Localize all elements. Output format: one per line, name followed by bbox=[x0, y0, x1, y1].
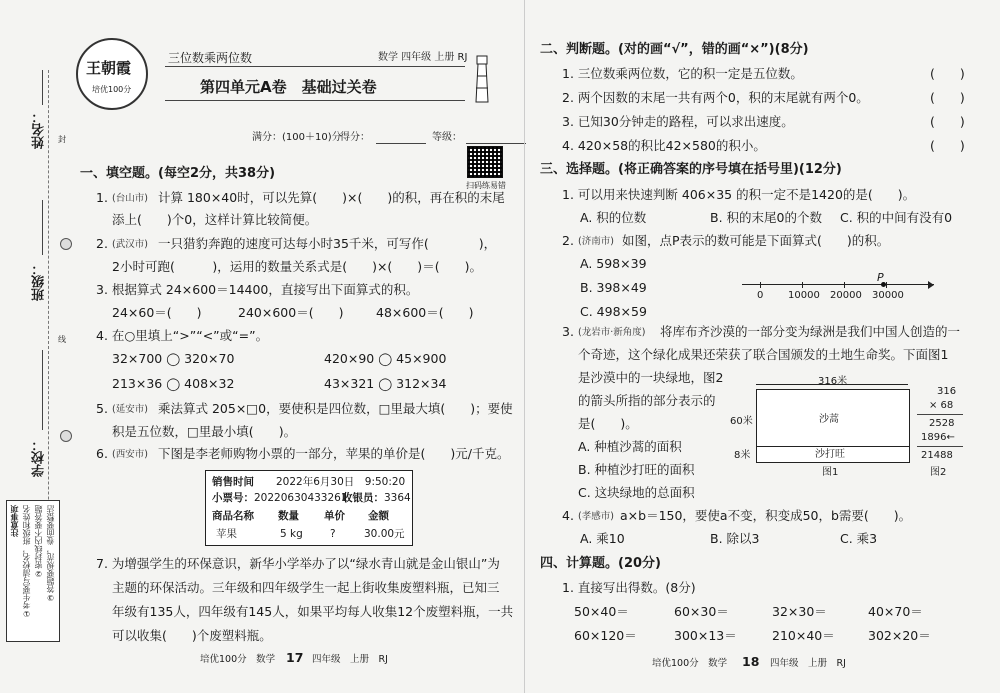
fig1-width-label: 316米 bbox=[818, 376, 848, 387]
school-blank bbox=[42, 350, 55, 430]
choice-option: A. 积的位数 bbox=[580, 210, 647, 225]
q3-item: 48×600＝( ) bbox=[376, 305, 474, 320]
q3-item: 240×600＝( ) bbox=[238, 305, 344, 320]
q6-source: (西安市) bbox=[112, 449, 148, 460]
fig2-line: 316 bbox=[937, 386, 957, 397]
judge-item: 3. 已知30分钟走的路程，可以求出速度。 bbox=[562, 114, 794, 129]
notes-box bbox=[6, 500, 60, 642]
q6-text: 下图是李老师购物小票的一部分，苹果的单价是( )元/千克。 bbox=[158, 446, 510, 461]
brand-logo bbox=[76, 38, 148, 110]
q4-item: 32×700 ◯ 320×70 bbox=[112, 351, 235, 366]
choice-option: C. 498×59 bbox=[580, 304, 647, 319]
q1-source: (台山市) bbox=[112, 193, 148, 204]
footer-right: 培优100分 数学 bbox=[652, 658, 728, 669]
unit-subtitle: 三位数乘两位数 bbox=[168, 51, 253, 65]
receipt-cell: 苹果 bbox=[216, 528, 237, 540]
choice-option: A. 乘10 bbox=[580, 531, 625, 546]
calc-item: 302×20＝ bbox=[868, 628, 931, 643]
judge-item: 1. 三位数乘两位数，它的积一定是五位数。 bbox=[562, 66, 803, 81]
fig2-multiplication bbox=[917, 384, 965, 466]
q4-source: (孝感市) bbox=[578, 511, 614, 522]
line-mark: 线 bbox=[58, 335, 66, 344]
receipt-ticket-label: 小票号： bbox=[212, 492, 254, 504]
q4-item: 43×321 ◯ 312×34 bbox=[324, 376, 447, 391]
receipt-time: 2022年6月30日 9:50:20 bbox=[276, 476, 406, 488]
name-blank bbox=[42, 70, 55, 105]
binding-hole bbox=[60, 430, 72, 442]
receipt-cashier: 3364 bbox=[384, 492, 411, 504]
section-3-heading: 三、选择题。(将正确答案的序号填在括号里)(12分) bbox=[540, 162, 842, 177]
q5-text: 乘法算式 205×□0，要使积是四位数，□里最大填( )；要使 bbox=[158, 401, 513, 416]
choice-option: B. 除以3 bbox=[710, 531, 760, 546]
q3-item: 24×60＝( ) bbox=[112, 305, 202, 320]
page-title: 第四单元A卷 基础过关卷 bbox=[200, 78, 377, 96]
q4-text: 4. 在○里填上“>”“<”或“=”。 bbox=[96, 328, 269, 343]
fig1-upper-label: 沙蒿 bbox=[819, 414, 839, 425]
q4-number: 4. bbox=[562, 508, 574, 523]
q2-source: (武汉市) bbox=[112, 239, 148, 250]
note-item: ①考生要写清校名，班级和姓名 bbox=[22, 505, 31, 618]
binding-hole bbox=[60, 238, 72, 250]
logo-text: 王朝霞 bbox=[86, 59, 132, 77]
choice-q3: 将库布齐沙漠的一部分变为绿洲是我们中国人创造的一 bbox=[660, 324, 961, 339]
receipt-header: 单价 bbox=[324, 510, 345, 522]
choice-q3: 是沙漠中的一块绿地，图2 bbox=[578, 370, 724, 385]
q7-text: 7. 为增强学生的环保意识，新华小学举办了以“绿水青山就是金山银山”为 bbox=[96, 556, 500, 571]
q6-number: 6. bbox=[96, 446, 108, 461]
calc-subheading: 1. 直接写出得数。(8分) bbox=[562, 580, 696, 595]
fig1-caption: 图1 bbox=[822, 467, 839, 478]
footer-left-tail: 四年级 上册 RJ bbox=[312, 654, 388, 665]
choice-q2: 如图，点P表示的数可能是下面算式( )的积。 bbox=[622, 233, 890, 248]
fig2-rule bbox=[917, 414, 963, 415]
q2-text: 一只猎豹奔跑的速度可达每小时35千米，可写作( )， bbox=[158, 236, 497, 251]
choice-q3: 的箭头所指的部分表示的 bbox=[578, 393, 716, 408]
section-4-heading: 四、计算题。(20分) bbox=[540, 556, 661, 571]
answer-bracket[interactable]: ( ) bbox=[930, 90, 965, 105]
number-line-label: 30000 bbox=[872, 290, 904, 301]
fig2-line: × 68 bbox=[929, 400, 954, 411]
number-line-label: 0 bbox=[757, 290, 764, 301]
q1-text: 计算 180×40时，可以先算( )×( )的积，再在积的末尾 bbox=[158, 190, 505, 205]
seal-mark: 封 bbox=[58, 135, 66, 144]
receipt-ticket: 20220630433261 bbox=[254, 492, 348, 504]
footer-right-tail: 四年级 上册 RJ bbox=[770, 658, 846, 669]
number-line bbox=[742, 284, 934, 285]
q2-number: 2. bbox=[96, 236, 108, 251]
score-blank bbox=[376, 143, 426, 144]
fig2-rule bbox=[917, 446, 963, 447]
score-label: 得分： bbox=[340, 132, 370, 143]
choice-option: A. 598×39 bbox=[580, 256, 647, 271]
calc-item: 40×70＝ bbox=[868, 604, 923, 619]
calc-item: 60×30＝ bbox=[674, 604, 729, 619]
receipt-cell: 5 kg bbox=[280, 528, 303, 540]
q5-number: 5. bbox=[96, 401, 108, 416]
arrow-right-icon bbox=[928, 281, 934, 289]
school-label: 学校： bbox=[32, 438, 47, 477]
choice-q1: 1. 可以用来快速判断 406×35 的积一定不是1420的是( )。 bbox=[562, 187, 916, 202]
answer-bracket[interactable]: ( ) bbox=[930, 66, 965, 81]
receipt-header: 商品名称 bbox=[212, 510, 254, 522]
footer-left: 培优100分 数学 bbox=[200, 654, 276, 665]
fig1-lower-label: 沙打旺 bbox=[815, 449, 845, 460]
choice-option: B. 398×49 bbox=[580, 280, 647, 295]
answer-bracket[interactable]: ( ) bbox=[930, 138, 965, 153]
fig2-line: 1896← bbox=[921, 432, 955, 443]
calc-item: 50×40＝ bbox=[574, 604, 629, 619]
logo-subtext: 培优100分 bbox=[92, 85, 132, 94]
receipt-cell: 30.00元 bbox=[364, 528, 405, 540]
book-meta: 数学 四年级 上册 RJ bbox=[378, 52, 468, 63]
choice-q4: a×b＝150，要使a不变，积变成50，b需要( )。 bbox=[620, 508, 912, 523]
q3-source: (龙岩市·新角度) bbox=[578, 327, 646, 338]
notes-title: 注意事项 bbox=[10, 505, 19, 537]
choice-q3: 是( )。 bbox=[578, 416, 638, 431]
receipt-header: 金额 bbox=[368, 510, 389, 522]
receipt-cashier-label: 收银员： bbox=[342, 492, 384, 504]
header-rule bbox=[165, 66, 465, 67]
page-number-right: 18 bbox=[742, 654, 760, 669]
choice-q3: 个奇迹，这个绿化成果还荣获了联合国颁发的土地生命奖。下面图1 bbox=[578, 347, 949, 362]
answer-bracket[interactable]: ( ) bbox=[930, 114, 965, 129]
choice-option: B. 种植沙打旺的面积 bbox=[578, 462, 695, 477]
choice-option: C. 积的中间有没有0 bbox=[840, 210, 953, 225]
section-2-heading: 二、判断题。(对的画“√”，错的画“×”)(8分) bbox=[540, 42, 809, 57]
judge-item: 4. 420×58的积比42×580的积小。 bbox=[562, 138, 766, 153]
q4-item: 420×90 ◯ 45×900 bbox=[324, 351, 447, 366]
q3-number: 3. bbox=[562, 324, 574, 339]
q7-text: 可以收集( )个废塑料瓶。 bbox=[112, 628, 272, 643]
point-p-label: P bbox=[877, 271, 884, 284]
grade-blank bbox=[466, 143, 526, 144]
q5-source: (延安市) bbox=[112, 404, 148, 415]
note-item: ②密封线内不要答题 bbox=[34, 505, 43, 578]
lighthouse-icon bbox=[472, 52, 492, 104]
choice-option: B. 积的末尾0的个数 bbox=[710, 210, 822, 225]
fig2-caption: 图2 bbox=[930, 467, 947, 478]
q7-text: 年级有135人，四年级有145人，如果平均每人收集12个废塑料瓶，一共 bbox=[112, 604, 514, 619]
choice-option: C. 这块绿地的总面积 bbox=[578, 485, 695, 500]
q5-text: 积是五位数，□里最小填( )。 bbox=[112, 424, 297, 439]
receipt-cell: ? bbox=[330, 528, 336, 540]
fig1-height-label: 60米 bbox=[730, 416, 753, 427]
calc-item: 60×120＝ bbox=[574, 628, 637, 643]
choice-option: C. 乘3 bbox=[840, 531, 878, 546]
calc-item: 300×13＝ bbox=[674, 628, 737, 643]
q2-source: (济南市) bbox=[578, 236, 614, 247]
q1-text: 添上( )个0，这样计算比较简便。 bbox=[112, 212, 318, 227]
fig1-strip-label: 8米 bbox=[734, 450, 751, 461]
receipt-time-label: 销售时间 bbox=[212, 476, 254, 488]
q7-text: 主题的环保活动。三年级和四年级学生一起上街收集废塑料瓶，已知三 bbox=[112, 580, 500, 595]
fig2-line: 21488 bbox=[921, 450, 953, 461]
class-blank bbox=[42, 200, 55, 255]
number-line-label: 10000 bbox=[788, 290, 820, 301]
number-line-label: 20000 bbox=[830, 290, 862, 301]
qr-code[interactable] bbox=[467, 146, 503, 178]
grade-label: 等级： bbox=[432, 132, 462, 143]
page-number-left: 17 bbox=[286, 650, 304, 665]
calc-item: 32×30＝ bbox=[772, 604, 827, 619]
page-fold bbox=[524, 0, 525, 693]
q2-number: 2. bbox=[562, 233, 574, 248]
judge-item: 2. 两个因数的末尾一共有两个0，积的末尾就有两个0。 bbox=[562, 90, 869, 105]
fig2-line: 2528 bbox=[929, 418, 955, 429]
fig1-width-arrow bbox=[756, 384, 908, 385]
receipt-header: 数量 bbox=[278, 510, 299, 522]
section-1-heading: 一、填空题。(每空2分，共38分) bbox=[80, 166, 276, 181]
q4-item: 213×36 ◯ 408×32 bbox=[112, 376, 235, 391]
class-label: 班级： bbox=[32, 262, 47, 301]
q2-text: 2小时可跑( )，运用的数量关系式是( )×( )＝( )。 bbox=[112, 259, 482, 274]
q3-text: 3. 根据算式 24×600＝14400，直接写出下面算式的积。 bbox=[96, 282, 419, 297]
receipt bbox=[205, 470, 413, 546]
calc-item: 210×40＝ bbox=[772, 628, 835, 643]
fig1-rectangle bbox=[756, 389, 910, 463]
name-label: 姓名： bbox=[32, 110, 47, 149]
q1-number: 1. bbox=[96, 190, 108, 205]
header-rule bbox=[165, 100, 465, 101]
note-item: ③答题要规范，卷面要整洁 bbox=[46, 505, 55, 602]
choice-option: A. 种植沙蒿的面积 bbox=[578, 439, 682, 454]
qr-caption: 扫码练易错 bbox=[466, 181, 506, 190]
full-score: 满分：(100＋10)分 bbox=[252, 132, 342, 143]
